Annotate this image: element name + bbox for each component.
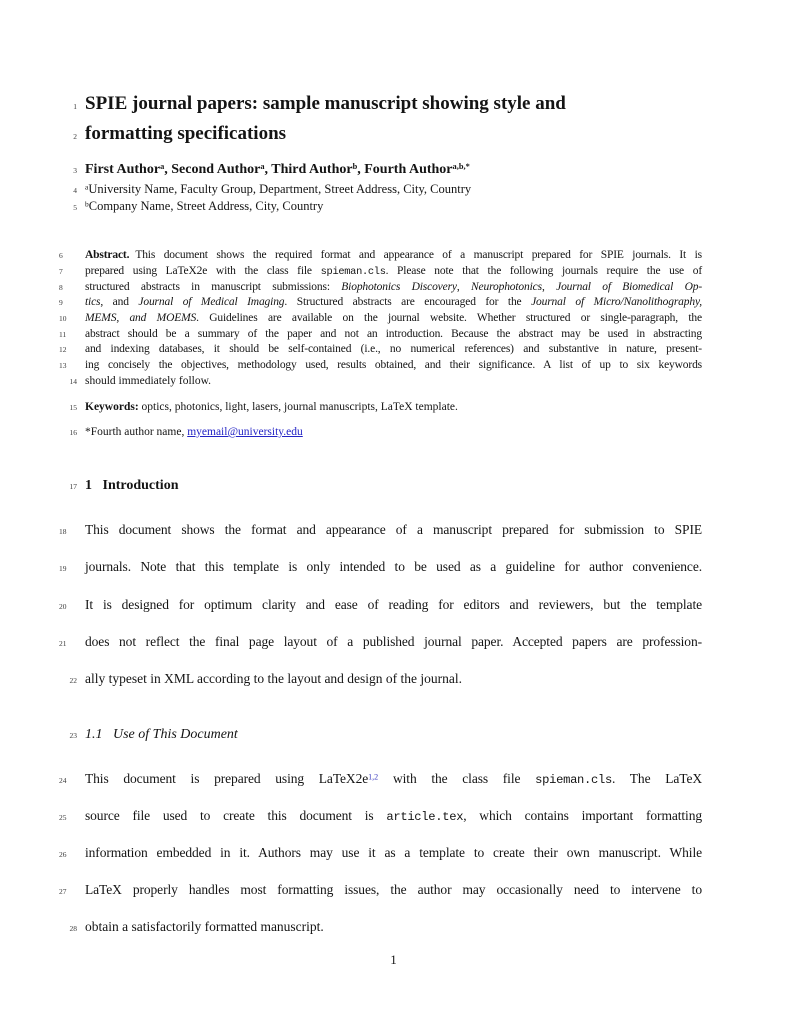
journal-name: tics	[85, 296, 101, 308]
abstract-text: ,	[541, 281, 557, 293]
body-line	[59, 808, 702, 825]
class-file-name: spieman.cls	[535, 773, 612, 787]
abstract-line	[69, 375, 702, 389]
page-number: 1	[390, 952, 397, 967]
author-affiliation-mark: b	[352, 162, 358, 172]
journal-name: Journal of Medical Imaging	[138, 296, 285, 308]
abstract-text: prepared using LaTeX2e with the class file	[85, 265, 321, 277]
subsection-heading-text: 1.1 Use of This Document	[85, 727, 238, 742]
body-text: information embedded in it. Authors may use it as a template to create their own manuscript. While	[85, 845, 702, 860]
keywords-label: Keywords:	[85, 401, 139, 413]
body-text: source file used to create this document is	[85, 808, 387, 823]
citation-ref[interactable]: 1,2	[368, 772, 379, 782]
affiliation-text: University Name, Faculty Group, Department, Street Address, City, Country	[88, 182, 472, 196]
abstract-line	[59, 312, 702, 326]
line-number: 8	[59, 283, 63, 292]
journal-name: Journal of Micro/Nanolithography,	[531, 296, 702, 308]
body-line	[59, 559, 702, 575]
line-number: 20	[59, 602, 67, 611]
line-number: 15	[69, 403, 77, 412]
paper-title-text-2: formatting specifications	[85, 123, 287, 144]
body-text: This document shows the format and appearance of a manuscript prepared for submission to SPIE	[85, 522, 702, 537]
body-text: . The LaTeX	[611, 771, 702, 786]
affiliation-mark: a	[85, 182, 89, 192]
body-line	[59, 522, 702, 538]
abstract-text: and indexing databases, it should be self-contained (i.e., no numerical references) and substantive in nature, present-	[85, 343, 702, 355]
author-name: , Second Author	[164, 162, 261, 177]
body-text: with the class file	[378, 771, 536, 786]
section-heading-text: 1 Introduction	[85, 478, 179, 493]
subsection-heading-use-of-this-document	[69, 727, 702, 744]
body-line	[59, 845, 702, 861]
class-file-name: spieman.cls	[320, 266, 386, 278]
line-number: 24	[59, 776, 67, 785]
body-line	[59, 882, 702, 898]
affiliation-text: Company Name, Street Address, City, Country	[88, 199, 324, 213]
abstract-text: ,	[456, 281, 472, 293]
line-number: 13	[59, 361, 67, 370]
affiliation-mark: b	[85, 199, 89, 209]
author-affiliation-mark: a,b,*	[452, 162, 470, 172]
line-number: 25	[59, 813, 67, 822]
line-number: 18	[59, 527, 67, 536]
paper-title-line-1	[73, 93, 702, 116]
body-text: does not reflect the final page layout of a published journal paper. Accepted papers are profession-	[85, 634, 702, 649]
line-number: 6	[59, 251, 63, 260]
line-number: 21	[59, 639, 67, 648]
body-line	[59, 597, 702, 613]
paper-title-line-2	[73, 123, 702, 146]
abstract-text: structured abstracts in manuscript submissions:	[85, 281, 342, 293]
line-number: 12	[59, 345, 67, 354]
abstract-text: . Please note that the following journals require the use of	[385, 265, 703, 277]
line-number: 23	[69, 731, 77, 740]
abstract-text: . Structured abstracts are encouraged for the	[284, 296, 532, 308]
abstract-line	[59, 249, 702, 263]
abstract-label: Abstract.	[85, 249, 130, 261]
abstract-line	[59, 281, 703, 295]
paper-title-text-1: SPIE journal papers: sample manuscript showing style and	[85, 93, 566, 114]
body-text: ally typeset in XML according to the layout and design of the journal.	[85, 671, 463, 686]
abstract-text: This document shows the required format and appearance of a manuscript prepared for SPIE journals. It is	[135, 249, 702, 261]
source-file-name: article.tex	[386, 810, 464, 824]
corresponding-author-footnote	[69, 426, 702, 440]
body-text: journals. Note that this template is only intended to be used as a guideline for author convenience.	[85, 559, 702, 574]
line-number: 10	[59, 314, 67, 323]
journal-name: Journal of Biomedical Op-	[556, 281, 703, 293]
journal-name: MEMS, and MOEMS	[85, 312, 197, 324]
abstract-text: , and	[100, 296, 139, 308]
section-heading-introduction	[69, 478, 702, 495]
line-number: 26	[59, 850, 67, 859]
body-line	[59, 771, 702, 788]
author-name: First Author	[85, 162, 161, 177]
line-number: 27	[59, 887, 67, 896]
keywords-text: optics, photonics, light, lasers, journal manuscripts, LaTeX template.	[138, 401, 458, 413]
authors-line	[73, 162, 702, 179]
abstract-line	[59, 359, 702, 373]
abstract-text: should immediately follow.	[85, 375, 212, 387]
line-number: 19	[59, 564, 67, 573]
abstract-text: . Guidelines are available on the journal website. Whether structured or single-paragraph, the	[196, 312, 702, 324]
body-line	[69, 919, 702, 935]
abstract-line	[59, 296, 702, 310]
abstract-text: abstract should be a summary of the paper and not an introduction. Because the abstract may be used in abstracting	[85, 328, 702, 340]
line-number: 22	[69, 676, 77, 685]
line-number: 28	[69, 924, 77, 933]
abstract-line	[59, 265, 703, 279]
line-number: 1	[73, 102, 77, 111]
line-number: 14	[69, 377, 77, 386]
author-affiliation-mark: a	[260, 162, 265, 172]
body-text: , which contains important formatting	[463, 808, 702, 823]
body-text: LaTeX properly handles most formatting issues, the author may occasionally need to intervene to	[85, 882, 702, 897]
body-text: This document is prepared using LaTeX2e	[85, 771, 369, 786]
journal-name: Neurophotonics	[471, 281, 542, 293]
body-line	[59, 634, 702, 650]
body-text: obtain a satisfactorily formatted manuscript.	[85, 919, 324, 934]
footnote-text: *Fourth author name,	[85, 426, 188, 438]
author-name: , Fourth Author	[357, 162, 453, 177]
line-number: 4	[73, 186, 77, 195]
body-text: It is designed for optimum clarity and ease of reading for editors and reviewers, but the template	[85, 597, 702, 612]
keywords-line	[69, 401, 702, 415]
line-number: 3	[73, 166, 77, 175]
line-number: 5	[73, 203, 77, 212]
author-name: , Third Author	[264, 162, 353, 177]
author-affiliation-mark: a	[160, 162, 165, 172]
affiliation-line-1	[73, 182, 702, 197]
line-number: 16	[69, 428, 77, 437]
line-number: 9	[59, 298, 63, 307]
email-link[interactable]: myemail@university.edu	[187, 426, 303, 438]
abstract-text: ing concisely the objectives, methodology used, results obtained, and their significance. A list of up to six keywords	[85, 359, 702, 371]
affiliation-line-2	[73, 199, 702, 214]
line-number: 7	[59, 267, 63, 276]
line-number: 17	[69, 482, 77, 491]
line-number: 2	[73, 132, 77, 141]
journal-name: Biophotonics Discovery	[341, 281, 457, 293]
abstract-line	[59, 343, 702, 357]
line-number: 11	[59, 330, 67, 339]
body-line	[69, 671, 702, 687]
abstract-line	[59, 328, 702, 342]
